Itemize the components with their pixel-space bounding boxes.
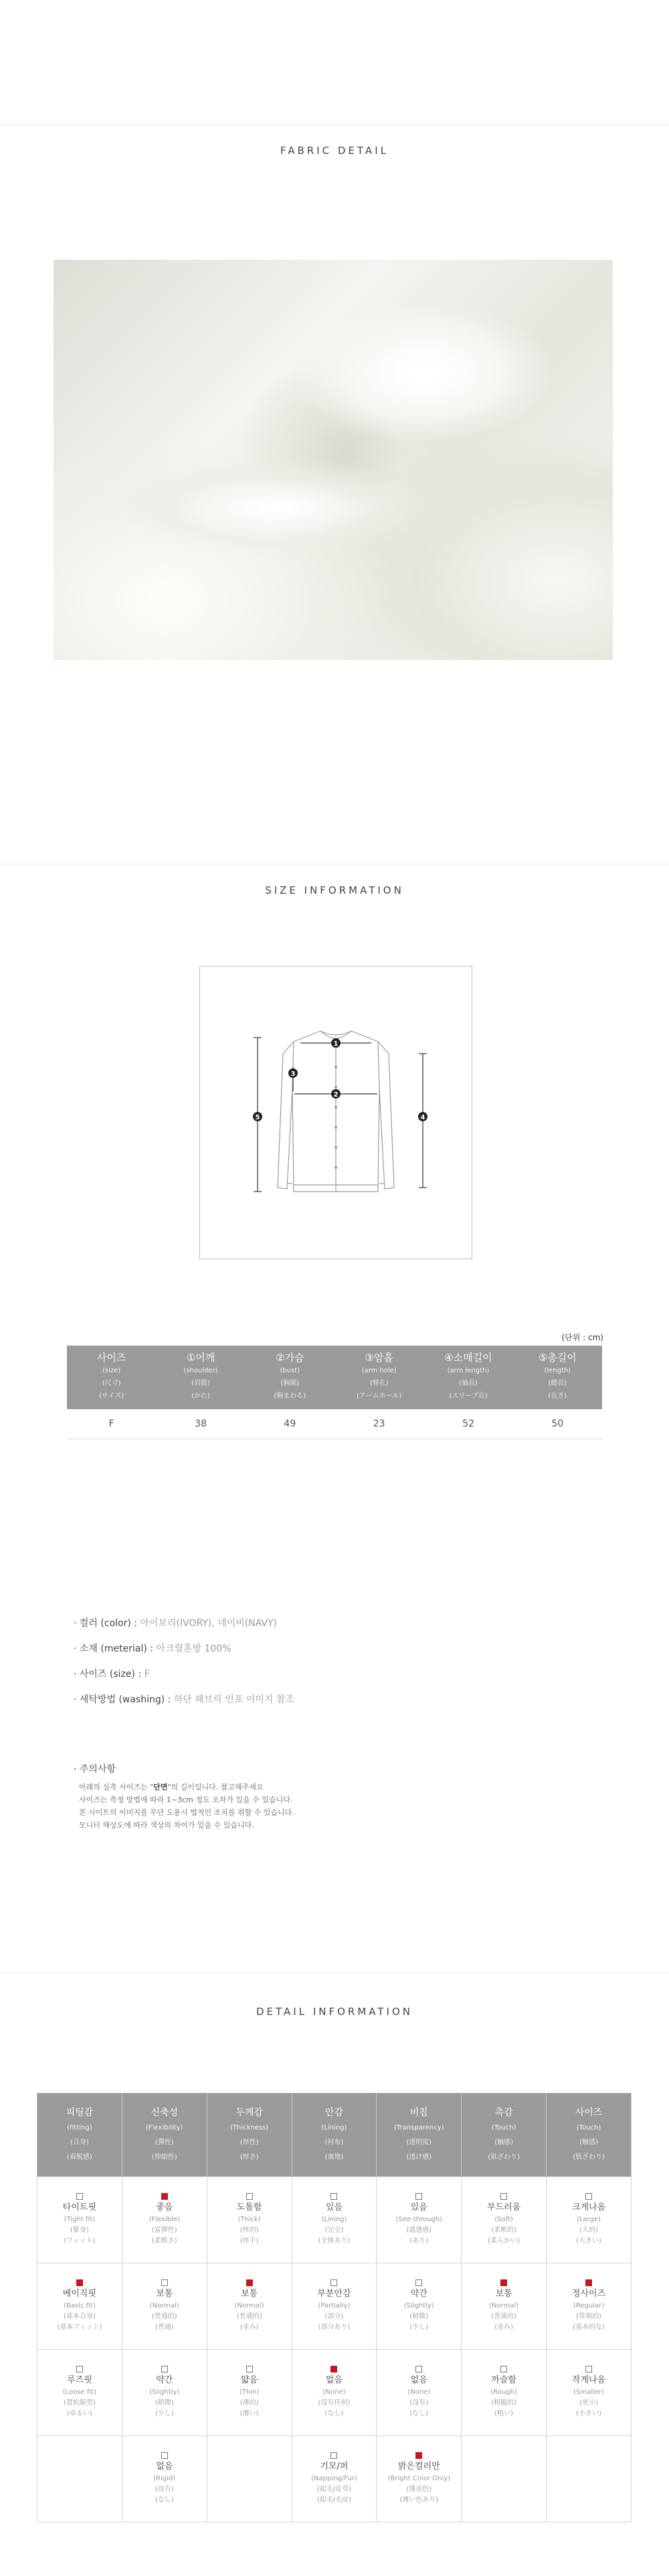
detail-option-cell	[122, 2436, 207, 2522]
detail-header-cell: 비침 (Transparency) (透明度) (透け感)	[377, 2093, 462, 2177]
notice-line: 모니터 해상도에 따라 색상의 차이가 있을 수 있습니다.	[79, 1821, 254, 1830]
option-sublabel: (基本フィット)	[57, 2324, 102, 2331]
unchecked-checkbox-icon	[76, 2366, 83, 2372]
detail-option-cell	[377, 2177, 462, 2263]
option-label: 얇음	[241, 2375, 258, 2385]
option-sublabel: (大的)	[579, 2227, 598, 2234]
unchecked-checkbox-icon	[330, 2279, 337, 2286]
diagram-marker-4: 4	[420, 1114, 425, 1121]
detail-option-cell	[292, 2350, 377, 2436]
option-label: 도톰함	[236, 2202, 262, 2212]
option-sublabel: (薄い)	[240, 2410, 259, 2417]
option-sublabel: (普通的)	[236, 2313, 262, 2320]
notice-line: 아래의 실측 사이즈는 "단면"의 길이입니다. 참고해주세요	[79, 1783, 264, 1791]
unchecked-checkbox-icon	[161, 2279, 168, 2286]
option-label: 부분안감	[317, 2289, 351, 2299]
option-sublabel: (並み)	[240, 2324, 259, 2331]
unchecked-checkbox-icon	[500, 2193, 507, 2200]
option-sublabel: (稍微)	[409, 2313, 429, 2320]
unchecked-checkbox-icon	[246, 2193, 253, 2200]
option-label: 없음	[410, 2375, 427, 2385]
detail-option-cell	[207, 2263, 292, 2350]
cardigan-sketch	[200, 967, 472, 1259]
detail-option-cell	[122, 2177, 207, 2263]
checked-checkbox-icon	[246, 2279, 253, 2286]
detail-header-cell: 두께감 (Thickness) (厚性) (厚さ)	[207, 2093, 292, 2177]
option-sublabel: (更小)	[579, 2399, 598, 2407]
size-cell: 38	[156, 1409, 245, 1439]
option-label: 루즈핏	[67, 2375, 92, 2385]
detail-header-cell: 피팅감 (fitting) (合身) (着脱感)	[37, 2093, 122, 2177]
option-sublabel: (Thick)	[237, 2216, 261, 2223]
detail-header-cell: 촉감 (Touch) (触感) (肌ざわり)	[462, 2093, 547, 2177]
option-label: 없음	[325, 2375, 343, 2385]
detail-option-cell	[292, 2436, 377, 2522]
fabric-detail-image	[54, 260, 613, 660]
detail-option-cell	[547, 2350, 632, 2436]
unit-label: (단위 : cm)	[561, 1333, 603, 1342]
option-sublabel: (部分)	[324, 2313, 344, 2320]
option-sublabel: (稍微)	[155, 2399, 174, 2407]
checked-checkbox-icon	[585, 2279, 592, 2286]
diagram-marker-1: 1	[333, 1040, 339, 1048]
detail-table	[37, 2093, 632, 2522]
unchecked-checkbox-icon	[76, 2193, 83, 2200]
option-label: 정사이즈	[571, 2289, 606, 2299]
unchecked-checkbox-icon	[161, 2366, 168, 2372]
size-table	[67, 1346, 602, 1439]
unchecked-checkbox-icon	[500, 2366, 507, 2372]
option-sublabel: (完全)	[324, 2227, 344, 2234]
detail-header-cell: 신축성 (Flexibility) (彈性) (伸縮性)	[122, 2093, 207, 2177]
option-sublabel: (柔らかい)	[488, 2237, 520, 2245]
detail-option-cell	[37, 2177, 122, 2263]
diagram-marker-2: 2	[333, 1091, 339, 1099]
option-sublabel: (薄的)	[240, 2399, 259, 2407]
option-sublabel: (なし)	[324, 2410, 344, 2417]
option-label: 밝은컬러만	[397, 2462, 440, 2472]
notice-line: 사이즈는 측정 방법에 따라 1~3cm 정도 오차가 있을 수 있습니다.	[79, 1795, 293, 1804]
unchecked-checkbox-icon	[585, 2366, 592, 2372]
option-sublabel: (厚的)	[240, 2227, 259, 2234]
size-column-shoulder: ①어깨 (shoulder) (肩膀) (かた)	[156, 1346, 245, 1409]
option-label: 약간	[410, 2289, 427, 2299]
size-cell: 49	[246, 1409, 334, 1439]
notice-title: · 주의사항	[74, 1764, 116, 1775]
option-sublabel: (Flexible)	[149, 2216, 180, 2223]
checked-checkbox-icon	[76, 2279, 83, 2286]
option-label: 보통	[495, 2289, 512, 2299]
size-column-length: ⑤총길이 (length) (總長) (長さ)	[513, 1346, 602, 1409]
size-column-size: 사이즈 (size) (尺寸) (サイズ)	[67, 1346, 156, 1409]
option-sublabel: (Smaller)	[573, 2389, 604, 2396]
option-sublabel: (あり)	[409, 2237, 429, 2245]
detail-option-cell	[37, 2263, 122, 2350]
option-label: 있음	[325, 2202, 343, 2212]
option-sublabel: (沒有)	[409, 2399, 429, 2407]
option-sublabel: (フィット)	[64, 2237, 96, 2245]
option-sublabel: (Slightly)	[149, 2389, 180, 2396]
section-divider	[0, 1972, 669, 1973]
unchecked-checkbox-icon	[330, 2452, 337, 2459]
table-row	[67, 1409, 602, 1439]
detail-option-cell	[462, 2350, 547, 2436]
unchecked-checkbox-icon	[585, 2193, 592, 2200]
option-label: 타이트핏	[62, 2202, 97, 2212]
option-sublabel: (普通的)	[491, 2313, 517, 2320]
empty-cell	[207, 2436, 292, 2522]
option-sublabel: (部分あり)	[318, 2324, 351, 2331]
option-sublabel: (柔軟さ)	[151, 2237, 177, 2245]
option-sublabel: (粗糙的)	[491, 2399, 517, 2407]
option-label: 부드러움	[487, 2202, 521, 2212]
detail-option-cell	[377, 2436, 462, 2522]
detail-option-cell	[547, 2177, 632, 2263]
option-sublabel: (普通的)	[151, 2313, 177, 2320]
detail-option-cell	[292, 2177, 377, 2263]
detail-header-cell: 사이즈 (Touch) (触感) (肌ざわり)	[547, 2093, 632, 2177]
option-sublabel: (少し)	[409, 2324, 429, 2331]
diagram-marker-5: 5	[255, 1114, 260, 1121]
option-sublabel: (Soft)	[494, 2216, 513, 2223]
option-sublabel: (常規的)	[576, 2313, 601, 2320]
detail-option-cell	[207, 2177, 292, 2263]
option-label: 보통	[156, 2289, 173, 2299]
option-sublabel: (少し)	[155, 2410, 174, 2417]
detail-option-cell	[462, 2177, 547, 2263]
option-sublabel: (Thin)	[239, 2389, 260, 2396]
detail-option-cell	[377, 2350, 462, 2436]
option-sublabel: (Normal)	[489, 2302, 519, 2310]
option-sublabel: (沒有任何)	[318, 2399, 351, 2407]
diagram-marker-3: 3	[290, 1070, 296, 1078]
option-label: 좋음	[156, 2202, 173, 2212]
detail-option-cell	[207, 2350, 292, 2436]
size-column-armhole: ③암홀 (arm hole) (臂孔) (アームホール)	[334, 1346, 423, 1409]
detail-table-header	[37, 2093, 632, 2177]
option-sublabel: (Loose fit)	[62, 2389, 97, 2396]
option-sublabel: (Rough)	[490, 2389, 517, 2396]
size-diagram	[199, 966, 472, 1259]
detail-option-cell	[462, 2263, 547, 2350]
option-label: 까슬함	[491, 2375, 516, 2385]
option-sublabel: (Basic fit)	[64, 2302, 96, 2310]
detail-option-cell	[122, 2263, 207, 2350]
checked-checkbox-icon	[415, 2452, 422, 2459]
option-sublabel: (厚手)	[240, 2237, 259, 2245]
option-sublabel: (普通)	[155, 2324, 174, 2331]
option-sublabel: (起毛/皮草)	[316, 2486, 352, 2493]
option-sublabel: (起毛/毛皮)	[316, 2496, 352, 2504]
option-sublabel: (Partially)	[318, 2302, 351, 2310]
detail-option-cell	[547, 2263, 632, 2350]
fabric-detail-title: FABRIC DETAIL	[280, 145, 389, 157]
size-cell: 52	[423, 1409, 512, 1439]
option-sublabel: (大きい)	[576, 2237, 601, 2245]
option-sublabel: (None)	[322, 2389, 346, 2396]
option-sublabel: (寛松版型)	[64, 2399, 96, 2407]
option-label: 베이직핏	[62, 2289, 97, 2299]
option-sublabel: (基本合身)	[64, 2313, 96, 2320]
unchecked-checkbox-icon	[415, 2279, 422, 2286]
option-sublabel: (緊身)	[70, 2227, 89, 2234]
detail-option-cell	[292, 2263, 377, 2350]
empty-cell	[462, 2436, 547, 2522]
table-row	[37, 2263, 632, 2350]
size-cell: 23	[334, 1409, 423, 1439]
option-sublabel: (柔軟的)	[491, 2227, 517, 2234]
option-sublabel: (なし)	[409, 2410, 429, 2417]
option-sublabel: (Rigid)	[153, 2475, 176, 2482]
size-column-bust: ②가슴 (bust) (胸圍) (胸まわる)	[246, 1346, 334, 1409]
option-sublabel: (Normal)	[234, 2302, 264, 2310]
option-sublabel: (None)	[407, 2389, 431, 2396]
detail-header-cell: 안감 (Lining) (衬布) (裏地)	[292, 2093, 377, 2177]
unchecked-checkbox-icon	[415, 2366, 422, 2372]
option-sublabel: (僅亮色)	[406, 2486, 432, 2493]
option-sublabel: (Napping/Fur)	[311, 2475, 357, 2482]
notice-body	[79, 1781, 294, 1832]
option-sublabel: (粗い)	[494, 2410, 514, 2417]
checked-checkbox-icon	[161, 2193, 168, 2200]
option-sublabel: (並み)	[494, 2324, 514, 2331]
empty-cell	[37, 2436, 122, 2522]
checked-checkbox-icon	[330, 2366, 337, 2372]
size-cell: 50	[513, 1409, 602, 1439]
option-sublabel: (基本的な)	[573, 2324, 605, 2331]
option-sublabel: (薄い色あり)	[399, 2496, 439, 2504]
checked-checkbox-icon	[500, 2279, 507, 2286]
detail-information-title: DETAIL INFORMATION	[256, 2006, 413, 2018]
detail-option-cell	[122, 2350, 207, 2436]
option-sublabel: (Bright Color Only)	[387, 2475, 451, 2482]
option-label: 보통	[241, 2289, 258, 2299]
unchecked-checkbox-icon	[161, 2452, 168, 2459]
option-sublabel: (Lining)	[321, 2216, 347, 2223]
unchecked-checkbox-icon	[415, 2193, 422, 2200]
option-sublabel: (沒有)	[155, 2486, 174, 2493]
size-column-arm-length: ④소매길이 (arm length) (袖長) (スリーブ長)	[423, 1346, 512, 1409]
info-material: · 소재 (meterial) : 아크릴혼방 100%	[74, 1643, 231, 1654]
unchecked-checkbox-icon	[330, 2193, 337, 2200]
notice-line: 본 사이트의 이미지를 무단 도용시 법적인 조치를 취할 수 있습니다.	[79, 1808, 294, 1817]
option-label: 크게나옴	[571, 2202, 606, 2212]
option-sublabel: (Slightly)	[403, 2302, 434, 2310]
info-washing: · 세탁방법 (washing) : 하단 패브릭 인포 이미지 참조	[74, 1694, 294, 1705]
option-label: 기모/퍼	[320, 2462, 349, 2472]
option-sublabel: (Regular)	[573, 2302, 605, 2310]
table-row	[37, 2350, 632, 2436]
size-information-title: SIZE INFORMATION	[265, 884, 404, 896]
table-row	[37, 2177, 632, 2263]
option-label: 작게나옴	[571, 2375, 606, 2385]
empty-cell	[547, 2436, 632, 2522]
option-sublabel: (Large)	[577, 2216, 601, 2223]
detail-option-cell	[37, 2350, 122, 2436]
option-sublabel: (小さい)	[576, 2410, 601, 2417]
size-cell: F	[67, 1409, 156, 1439]
option-sublabel: (全体あり)	[318, 2237, 351, 2245]
size-table-header	[67, 1346, 602, 1409]
detail-option-cell	[377, 2263, 462, 2350]
unchecked-checkbox-icon	[246, 2366, 253, 2372]
option-sublabel: (富彈性)	[151, 2227, 177, 2234]
option-sublabel: (ゆるい)	[67, 2410, 92, 2417]
info-color: · 컬러 (color) : 아이보리(IVORY), 네이비(NAVY)	[74, 1618, 277, 1629]
option-label: 약간	[156, 2375, 173, 2385]
option-sublabel: (Normal)	[149, 2302, 179, 2310]
option-label: 있음	[410, 2202, 427, 2212]
info-size: · 사이즈 (size) : F	[74, 1669, 150, 1680]
option-sublabel: (通透感)	[406, 2227, 432, 2234]
option-label: 없음	[156, 2462, 173, 2472]
option-sublabel: (See-through)	[395, 2216, 442, 2223]
option-sublabel: (なし)	[155, 2496, 174, 2504]
table-row	[37, 2436, 632, 2522]
option-sublabel: (Tight fit)	[64, 2216, 96, 2223]
